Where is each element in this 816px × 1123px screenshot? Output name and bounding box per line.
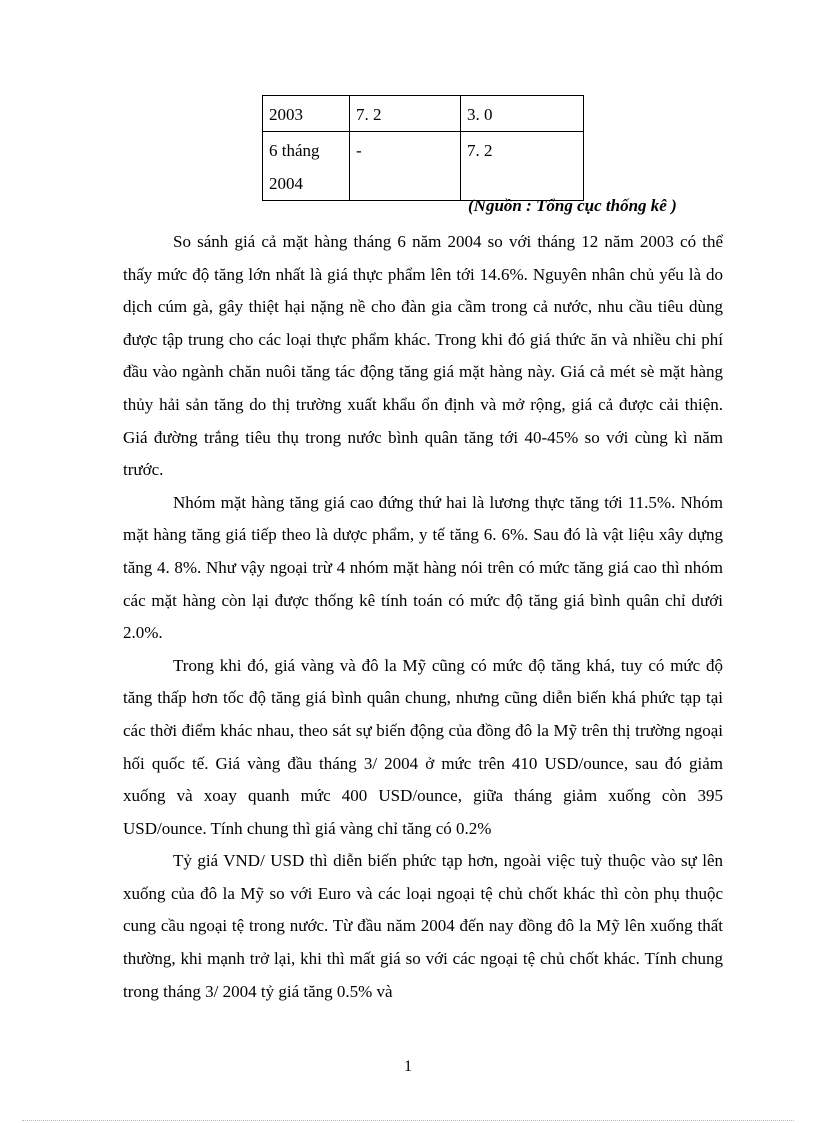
- paragraph: Trong khi đó, giá vàng và đô la Mỹ cũng có mức độ tăng khá, tuy có mức độ tăng thấp hơn tốc độ tăng giá bình quân chung, nhưng cũng diễn biến khá phức tạp tại các thời điểm khác nhau, theo sát sự biến động của đồng đô la Mỹ trên thị trường ngoại hối quốc tế. Giá vàng đầu tháng 3/ 2004 ở mức trên 410 USD/ounce, sau đó giảm xuống và xoay quanh mức 400 USD/ounce, giữa tháng giảm xuống còn 395 USD/ounce. Tính chung thì giá vàng chỉ tăng có 0.2%: [123, 655, 723, 838]
- paragraph: Nhóm mặt hàng tăng giá cao đứng thứ hai là lương thực tăng tới 11.5%. Nhóm mặt hàng tăng giá tiếp theo là dược phẩm, y tế tăng 6. 6%. Sau đó là vật liệu xây dựng tăng 4. 8%. Như vậy ngoại trừ 4 nhóm mặt hàng nói trên có mức tăng giá cao thì nhóm các mặt hàng còn lại được thống kê tính toán có mức độ tăng giá bình quân chỉ dưới 2.0%.: [123, 492, 723, 643]
- table-cell: 2003: [263, 96, 350, 132]
- table-cell: 6 tháng 2004: [263, 132, 350, 201]
- page-number: 1: [404, 1058, 412, 1075]
- table-row: [263, 132, 584, 201]
- table-cell: 7. 2: [461, 132, 584, 201]
- footer-divider: [22, 1120, 794, 1121]
- table-cell: 7. 2: [350, 96, 461, 132]
- table-row: [263, 96, 584, 132]
- paragraph: Tỷ giá VND/ USD thì diễn biến phức tạp hơn, ngoài việc tuỳ thuộc vào sự lên xuống của đô la Mỹ so với Euro và các loại ngoại tệ chủ chốt khác thì còn phụ thuộc cung cầu ngoại tệ trong nước. Từ đầu năm 2004 đến nay đồng đô la Mỹ lên xuống thất thường, khi mạnh trở lại, khi thì mất giá so với các ngoại tệ chủ chốt khác. Tính chung trong tháng 3/ 2004 tỷ giá tăng 0.5% và: [123, 851, 723, 1001]
- data-table: [262, 95, 584, 201]
- table-cell: -: [350, 132, 461, 201]
- paragraph: So sánh giá cả mặt hàng tháng 6 năm 2004 so với tháng 12 năm 2003 có thể thấy mức độ tăng lớn nhất là giá thực phẩm lên tới 14.6%. Nguyên nhân chủ yếu là do dịch cúm gà, gây thiệt hại nặng nề cho đàn gia cầm trong cả nước, nhu cầu tiêu dùng được tập trung cho các loại thực phẩm khác. Trong khi đó giá thức ăn và nhiều chi phí đầu vào ngành chăn nuôi tăng tác động tăng giá mặt hàng này. Giá cả mét sè mặt hàng thủy hải sản tăng do thị trường xuất khẩu ổn định và mở rộng, giá cả được cải thiện. Giá đường trắng tiêu thụ trong nước bình quân tăng tới 40-45% so với cùng kì năm trước.: [123, 232, 723, 480]
- table-cell: 3. 0: [461, 96, 584, 132]
- source-citation: (Nguồn : Tổng cục thống kê ): [468, 196, 677, 215]
- body-text: [123, 226, 723, 1008]
